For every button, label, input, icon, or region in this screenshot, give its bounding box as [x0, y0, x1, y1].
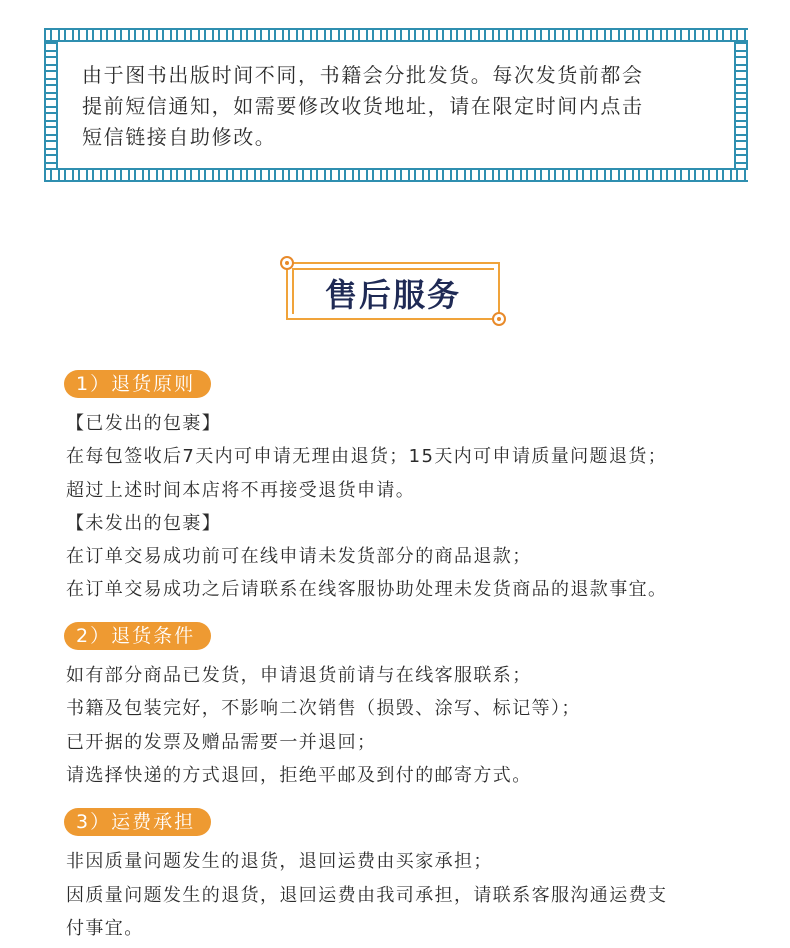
policy-line: 在订单交易成功前可在线申请未发货部分的商品退款； [66, 546, 532, 567]
greek-key-border-left [44, 40, 58, 170]
policy-line: 【已发出的包裹】 [66, 413, 222, 434]
policy-line: 超过上述时间本店将不再接受退货申请。 [66, 480, 416, 501]
greek-key-border-bottom [44, 168, 748, 182]
policy-line: 付事宜。 [66, 918, 144, 939]
section-heading-return-policy: 1）退货原则 [64, 370, 211, 398]
greek-key-border-top [44, 28, 748, 42]
corner-circle-icon [280, 256, 294, 270]
notice-line: 短信链接自助修改。 [82, 125, 277, 149]
section-heading-return-conditions: 2）退货条件 [64, 622, 211, 650]
notice-line: 由于图书出版时间不同，书籍会分批发货。每次发货前都会 [82, 63, 644, 87]
policy-line: 在订单交易成功之后请联系在线客服协助处理未发货商品的退款事宜。 [66, 579, 668, 600]
policy-line: 已开据的发票及赠品需要一并退回； [66, 732, 377, 753]
shipping-notice-box [44, 28, 748, 182]
policy-line: 请选择快递的方式退回，拒绝平邮及到付的邮寄方式。 [66, 765, 532, 786]
policy-line: 非因质量问题发生的退货，退回运费由买家承担； [66, 851, 493, 872]
greek-key-border-right [734, 40, 748, 170]
after-sales-title-box [280, 256, 506, 326]
notice-text [82, 60, 712, 153]
policy-line: 书籍及包装完好，不影响二次销售（损毁、涂写、标记等）； [66, 698, 581, 719]
section-title: 售后服务 [324, 276, 461, 314]
section-heading-shipping-cost: 3）运费承担 [64, 808, 211, 836]
policy-line: 在每包签收后7天内可申请无理由退货；15天内可申请质量问题退货； [66, 446, 668, 467]
policy-line: 如有部分商品已发货，申请退货前请与在线客服联系； [66, 665, 532, 686]
notice-line: 提前短信通知，如需要修改收货地址，请在限定时间内点击 [82, 94, 644, 118]
policy-line: 因质量问题发生的退货，退回运费由我司承担，请联系客服沟通运费支 [66, 885, 668, 906]
policy-line: 【未发出的包裹】 [66, 513, 222, 534]
